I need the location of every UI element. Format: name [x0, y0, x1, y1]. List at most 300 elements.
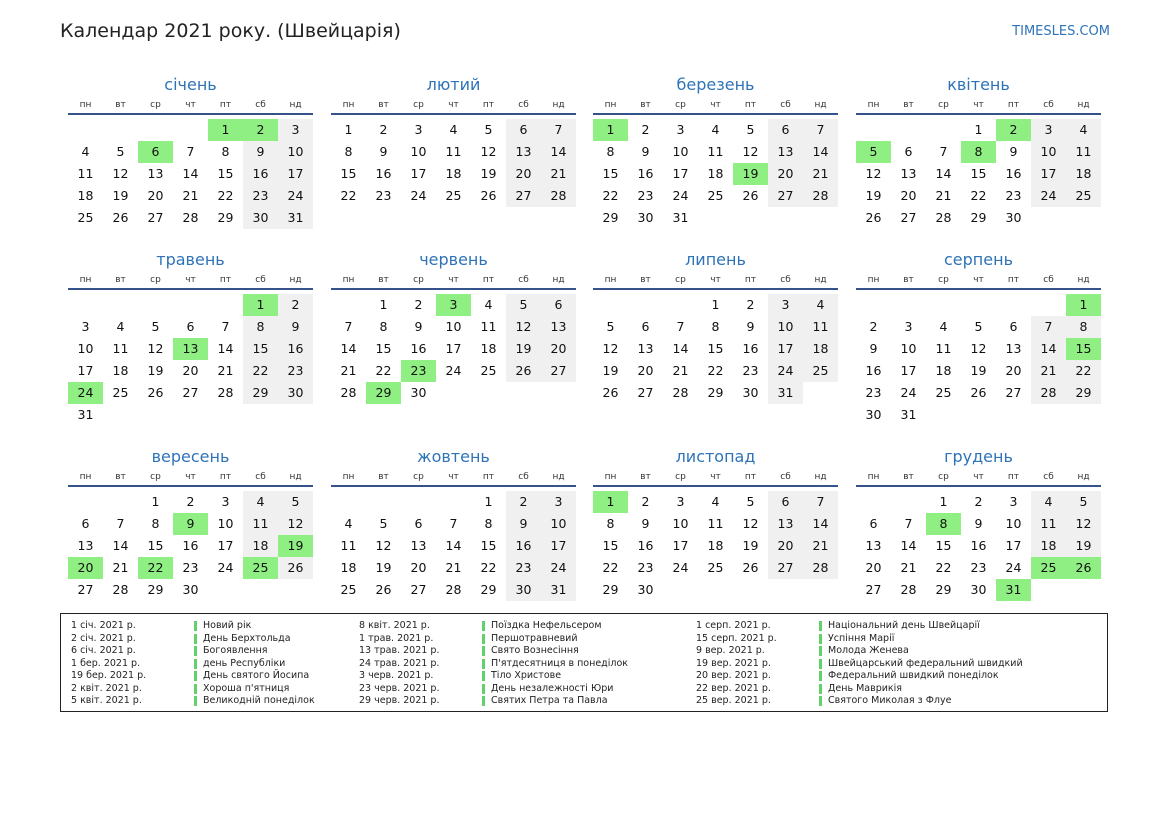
day-cell[interactable]: 12	[278, 513, 313, 535]
day-cell[interactable]: 31	[672, 210, 689, 225]
day-cell[interactable]: 21	[803, 163, 838, 185]
day-cell[interactable]: 26	[147, 385, 164, 400]
day-cell[interactable]: 19	[1066, 535, 1101, 557]
day-cell[interactable]: 17	[410, 166, 427, 181]
day-cell[interactable]: 18	[707, 166, 724, 181]
day-cell[interactable]: 4	[81, 144, 90, 159]
day-cell[interactable]: 6	[186, 319, 195, 334]
day-cell[interactable]: 10	[900, 341, 917, 356]
day-cell[interactable]: 16	[1005, 166, 1022, 181]
day-cell[interactable]: 14	[182, 166, 199, 181]
day-cell[interactable]: 18	[112, 363, 129, 378]
day-cell[interactable]: 15	[707, 341, 724, 356]
day-cell[interactable]: 2	[641, 494, 650, 509]
day-cell[interactable]: 16	[278, 338, 313, 360]
day-cell[interactable]: 2	[243, 119, 278, 141]
day-cell[interactable]: 10	[77, 341, 94, 356]
day-cell[interactable]: 15	[602, 166, 619, 181]
day-cell[interactable]: 24	[1005, 560, 1022, 575]
day-cell[interactable]: 5	[278, 491, 313, 513]
day-cell[interactable]: 23	[182, 560, 199, 575]
day-cell[interactable]: 20	[410, 560, 427, 575]
day-cell[interactable]: 1	[974, 122, 983, 137]
day-cell[interactable]: 9	[641, 144, 650, 159]
day-cell[interactable]: 16	[637, 538, 654, 553]
day-cell[interactable]: 25	[1066, 185, 1101, 207]
day-cell[interactable]: 30	[865, 407, 882, 422]
day-cell[interactable]: 30	[506, 579, 541, 601]
day-cell[interactable]: 4	[1031, 491, 1066, 513]
day-cell[interactable]: 13	[173, 338, 208, 360]
day-cell[interactable]: 17	[541, 535, 576, 557]
day-cell[interactable]: 12	[970, 341, 987, 356]
day-cell[interactable]: 7	[1031, 316, 1066, 338]
day-cell[interactable]: 20	[768, 163, 803, 185]
day-cell[interactable]: 18	[803, 338, 838, 360]
day-cell[interactable]: 17	[768, 338, 803, 360]
day-cell[interactable]: 23	[278, 360, 313, 382]
day-cell[interactable]: 28	[340, 385, 357, 400]
day-cell[interactable]: 2	[869, 319, 878, 334]
day-cell[interactable]: 19	[480, 166, 497, 181]
day-cell[interactable]: 30	[742, 385, 759, 400]
day-cell[interactable]: 25	[803, 360, 838, 382]
day-cell[interactable]: 14	[803, 513, 838, 535]
day-cell[interactable]: 16	[865, 363, 882, 378]
day-cell[interactable]: 12	[1066, 513, 1101, 535]
day-cell[interactable]: 14	[340, 341, 357, 356]
day-cell[interactable]: 24	[672, 560, 689, 575]
day-cell[interactable]: 10	[672, 516, 689, 531]
day-cell[interactable]: 14	[541, 141, 576, 163]
day-cell[interactable]: 5	[379, 516, 388, 531]
day-cell[interactable]: 21	[672, 363, 689, 378]
day-cell[interactable]: 29	[147, 582, 164, 597]
day-cell[interactable]: 2	[186, 494, 195, 509]
day-cell[interactable]: 27	[865, 582, 882, 597]
day-cell[interactable]: 2	[641, 122, 650, 137]
day-cell[interactable]: 15	[1066, 338, 1101, 360]
day-cell[interactable]: 22	[970, 188, 987, 203]
day-cell[interactable]: 9	[641, 516, 650, 531]
day-cell[interactable]: 21	[445, 560, 462, 575]
day-cell[interactable]: 1	[208, 119, 243, 141]
day-cell[interactable]: 31	[768, 382, 803, 404]
day-cell[interactable]: 12	[865, 166, 882, 181]
day-cell[interactable]: 11	[340, 538, 357, 553]
day-cell[interactable]: 8	[344, 144, 353, 159]
day-cell[interactable]: 19	[742, 538, 759, 553]
day-cell[interactable]: 27	[1005, 385, 1022, 400]
day-cell[interactable]: 18	[1031, 535, 1066, 557]
day-cell[interactable]: 12	[147, 341, 164, 356]
day-cell[interactable]: 27	[506, 185, 541, 207]
day-cell[interactable]: 25	[480, 363, 497, 378]
day-cell[interactable]: 10	[1031, 141, 1066, 163]
day-cell[interactable]: 13	[768, 141, 803, 163]
day-cell[interactable]: 30	[637, 582, 654, 597]
day-cell[interactable]: 29	[707, 385, 724, 400]
day-cell[interactable]: 23	[637, 188, 654, 203]
day-cell[interactable]: 8	[243, 316, 278, 338]
day-cell[interactable]: 16	[243, 163, 278, 185]
day-cell[interactable]: 7	[449, 516, 458, 531]
day-cell[interactable]: 16	[637, 166, 654, 181]
day-cell[interactable]: 11	[707, 144, 724, 159]
day-cell[interactable]: 28	[672, 385, 689, 400]
day-cell[interactable]: 12	[742, 516, 759, 531]
day-cell[interactable]: 14	[803, 141, 838, 163]
day-cell[interactable]: 23	[1005, 188, 1022, 203]
day-cell[interactable]: 19	[970, 363, 987, 378]
day-cell[interactable]: 11	[112, 341, 129, 356]
day-cell[interactable]: 10	[278, 141, 313, 163]
day-cell[interactable]: 28	[803, 185, 838, 207]
day-cell[interactable]: 31	[77, 407, 94, 422]
day-cell[interactable]: 18	[935, 363, 952, 378]
day-cell[interactable]: 9	[746, 319, 755, 334]
day-cell[interactable]: 25	[707, 560, 724, 575]
day-cell[interactable]: 3	[278, 119, 313, 141]
day-cell[interactable]: 19	[147, 363, 164, 378]
day-cell[interactable]: 11	[935, 341, 952, 356]
day-cell[interactable]: 20	[865, 560, 882, 575]
day-cell[interactable]: 26	[742, 560, 759, 575]
day-cell[interactable]: 7	[803, 491, 838, 513]
day-cell[interactable]: 9	[278, 316, 313, 338]
day-cell[interactable]: 28	[1031, 382, 1066, 404]
day-cell[interactable]: 22	[602, 188, 619, 203]
day-cell[interactable]: 16	[742, 341, 759, 356]
day-cell[interactable]: 16	[506, 535, 541, 557]
day-cell[interactable]: 14	[900, 538, 917, 553]
day-cell[interactable]: 6	[414, 516, 423, 531]
day-cell[interactable]: 21	[900, 560, 917, 575]
day-cell[interactable]: 13	[77, 538, 94, 553]
day-cell[interactable]: 11	[1031, 513, 1066, 535]
day-cell[interactable]: 4	[711, 122, 720, 137]
day-cell[interactable]: 1	[1066, 294, 1101, 316]
day-cell[interactable]: 5	[151, 319, 160, 334]
day-cell[interactable]: 2	[414, 297, 423, 312]
day-cell[interactable]: 26	[1066, 557, 1101, 579]
day-cell[interactable]: 2	[506, 491, 541, 513]
day-cell[interactable]: 6	[768, 119, 803, 141]
day-cell[interactable]: 8	[151, 516, 160, 531]
day-cell[interactable]: 22	[602, 560, 619, 575]
day-cell[interactable]: 21	[217, 363, 234, 378]
day-cell[interactable]: 27	[77, 582, 94, 597]
day-cell[interactable]: 22	[138, 557, 173, 579]
day-cell[interactable]: 21	[541, 163, 576, 185]
day-cell[interactable]: 12	[742, 144, 759, 159]
day-cell[interactable]: 3	[414, 122, 423, 137]
day-cell[interactable]: 14	[935, 166, 952, 181]
day-cell[interactable]: 5	[484, 122, 493, 137]
day-cell[interactable]: 5	[1066, 491, 1101, 513]
day-cell[interactable]: 8	[926, 513, 961, 535]
day-cell[interactable]: 13	[637, 341, 654, 356]
day-cell[interactable]: 7	[939, 144, 948, 159]
day-cell[interactable]: 21	[935, 188, 952, 203]
day-cell[interactable]: 23	[401, 360, 436, 382]
day-cell[interactable]: 1	[379, 297, 388, 312]
day-cell[interactable]: 4	[344, 516, 353, 531]
day-cell[interactable]: 10	[672, 144, 689, 159]
day-cell[interactable]: 31	[541, 579, 576, 601]
day-cell[interactable]: 28	[112, 582, 129, 597]
day-cell[interactable]: 11	[480, 319, 497, 334]
day-cell[interactable]: 17	[445, 341, 462, 356]
day-cell[interactable]: 1	[344, 122, 353, 137]
day-cell[interactable]: 22	[243, 360, 278, 382]
day-cell[interactable]: 5	[746, 494, 755, 509]
day-cell[interactable]: 21	[182, 188, 199, 203]
day-cell[interactable]: 6	[138, 141, 173, 163]
day-cell[interactable]: 20	[1005, 363, 1022, 378]
day-cell[interactable]: 24	[217, 560, 234, 575]
day-cell[interactable]: 20	[147, 188, 164, 203]
day-cell[interactable]: 3	[221, 494, 230, 509]
day-cell[interactable]: 7	[541, 119, 576, 141]
day-cell[interactable]: 25	[935, 385, 952, 400]
day-cell[interactable]: 23	[506, 557, 541, 579]
day-cell[interactable]: 20	[637, 363, 654, 378]
day-cell[interactable]: 29	[480, 582, 497, 597]
day-cell[interactable]: 18	[707, 538, 724, 553]
day-cell[interactable]: 25	[112, 385, 129, 400]
day-cell[interactable]: 21	[112, 560, 129, 575]
day-cell[interactable]: 15	[217, 166, 234, 181]
day-cell[interactable]: 27	[147, 210, 164, 225]
day-cell[interactable]: 8	[711, 319, 720, 334]
day-cell[interactable]: 9	[173, 513, 208, 535]
day-cell[interactable]: 7	[186, 144, 195, 159]
day-cell[interactable]: 6	[904, 144, 913, 159]
day-cell[interactable]: 6	[506, 119, 541, 141]
day-cell[interactable]: 5	[116, 144, 125, 159]
day-cell[interactable]: 18	[1066, 163, 1101, 185]
day-cell[interactable]: 29	[1066, 382, 1101, 404]
day-cell[interactable]: 19	[865, 188, 882, 203]
day-cell[interactable]: 21	[803, 535, 838, 557]
day-cell[interactable]: 11	[445, 144, 462, 159]
day-cell[interactable]: 15	[340, 166, 357, 181]
day-cell[interactable]: 2	[278, 294, 313, 316]
day-cell[interactable]: 27	[900, 210, 917, 225]
day-cell[interactable]: 24	[410, 188, 427, 203]
day-cell[interactable]: 23	[742, 363, 759, 378]
day-cell[interactable]: 18	[480, 341, 497, 356]
day-cell[interactable]: 8	[961, 141, 996, 163]
day-cell[interactable]: 15	[602, 538, 619, 553]
day-cell[interactable]: 25	[1031, 557, 1066, 579]
day-cell[interactable]: 28	[900, 582, 917, 597]
day-cell[interactable]: 10	[217, 516, 234, 531]
day-cell[interactable]: 25	[340, 582, 357, 597]
day-cell[interactable]: 28	[803, 557, 838, 579]
day-cell[interactable]: 1	[243, 294, 278, 316]
day-cell[interactable]: 24	[1031, 185, 1066, 207]
day-cell[interactable]: 15	[970, 166, 987, 181]
day-cell[interactable]: 22	[480, 560, 497, 575]
day-cell[interactable]: 7	[904, 516, 913, 531]
day-cell[interactable]: 29	[970, 210, 987, 225]
day-cell[interactable]: 16	[375, 166, 392, 181]
day-cell[interactable]: 30	[970, 582, 987, 597]
day-cell[interactable]: 1	[593, 119, 628, 141]
day-cell[interactable]: 6	[869, 516, 878, 531]
day-cell[interactable]: 22	[935, 560, 952, 575]
day-cell[interactable]: 13	[900, 166, 917, 181]
day-cell[interactable]: 23	[970, 560, 987, 575]
day-cell[interactable]: 3	[768, 294, 803, 316]
day-cell[interactable]: 30	[637, 210, 654, 225]
day-cell[interactable]: 20	[506, 163, 541, 185]
day-cell[interactable]: 5	[746, 122, 755, 137]
day-cell[interactable]: 17	[278, 163, 313, 185]
day-cell[interactable]: 30	[243, 207, 278, 229]
day-cell[interactable]: 11	[1066, 141, 1101, 163]
day-cell[interactable]: 29	[602, 210, 619, 225]
day-cell[interactable]: 4	[803, 294, 838, 316]
day-cell[interactable]: 27	[541, 360, 576, 382]
day-cell[interactable]: 4	[1066, 119, 1101, 141]
day-cell[interactable]: 30	[1005, 210, 1022, 225]
day-cell[interactable]: 1	[939, 494, 948, 509]
day-cell[interactable]: 18	[243, 535, 278, 557]
day-cell[interactable]: 14	[1031, 338, 1066, 360]
day-cell[interactable]: 19	[375, 560, 392, 575]
day-cell[interactable]: 31	[278, 207, 313, 229]
day-cell[interactable]: 24	[278, 185, 313, 207]
day-cell[interactable]: 13	[865, 538, 882, 553]
day-cell[interactable]: 31	[900, 407, 917, 422]
day-cell[interactable]: 1	[711, 297, 720, 312]
day-cell[interactable]: 29	[366, 382, 401, 404]
day-cell[interactable]: 15	[935, 538, 952, 553]
day-cell[interactable]: 26	[602, 385, 619, 400]
day-cell[interactable]: 3	[436, 294, 471, 316]
day-cell[interactable]: 17	[672, 538, 689, 553]
day-cell[interactable]: 3	[676, 494, 685, 509]
day-cell[interactable]: 2	[746, 297, 755, 312]
day-cell[interactable]: 23	[637, 560, 654, 575]
day-cell[interactable]: 4	[711, 494, 720, 509]
day-cell[interactable]: 3	[1009, 494, 1018, 509]
day-cell[interactable]: 25	[445, 188, 462, 203]
day-cell[interactable]: 1	[593, 491, 628, 513]
day-cell[interactable]: 13	[147, 166, 164, 181]
day-cell[interactable]: 11	[707, 516, 724, 531]
day-cell[interactable]: 26	[970, 385, 987, 400]
day-cell[interactable]: 19	[506, 338, 541, 360]
day-cell[interactable]: 26	[112, 210, 129, 225]
day-cell[interactable]: 8	[1066, 316, 1101, 338]
day-cell[interactable]: 28	[182, 210, 199, 225]
day-cell[interactable]: 14	[445, 538, 462, 553]
day-cell[interactable]: 3	[1031, 119, 1066, 141]
day-cell[interactable]: 20	[900, 188, 917, 203]
day-cell[interactable]: 14	[672, 341, 689, 356]
day-cell[interactable]: 7	[116, 516, 125, 531]
day-cell[interactable]: 28	[217, 385, 234, 400]
day-cell[interactable]: 18	[340, 560, 357, 575]
day-cell[interactable]: 25	[243, 557, 278, 579]
day-cell[interactable]: 7	[803, 119, 838, 141]
day-cell[interactable]: 9	[506, 513, 541, 535]
day-cell[interactable]: 15	[147, 538, 164, 553]
day-cell[interactable]: 5	[856, 141, 891, 163]
day-cell[interactable]: 26	[278, 557, 313, 579]
day-cell[interactable]: 17	[672, 166, 689, 181]
day-cell[interactable]: 15	[243, 338, 278, 360]
day-cell[interactable]: 14	[217, 341, 234, 356]
day-cell[interactable]: 5	[606, 319, 615, 334]
day-cell[interactable]: 24	[900, 385, 917, 400]
day-cell[interactable]: 25	[77, 210, 94, 225]
day-cell[interactable]: 5	[974, 319, 983, 334]
day-cell[interactable]: 22	[217, 188, 234, 203]
day-cell[interactable]: 20	[182, 363, 199, 378]
day-cell[interactable]: 11	[77, 166, 94, 181]
day-cell[interactable]: 28	[935, 210, 952, 225]
day-cell[interactable]: 17	[217, 538, 234, 553]
day-cell[interactable]: 26	[865, 210, 882, 225]
day-cell[interactable]: 20	[768, 535, 803, 557]
day-cell[interactable]: 1	[484, 494, 493, 509]
day-cell[interactable]: 29	[935, 582, 952, 597]
day-cell[interactable]: 2	[974, 494, 983, 509]
day-cell[interactable]: 26	[480, 188, 497, 203]
day-cell[interactable]: 10	[410, 144, 427, 159]
day-cell[interactable]: 30	[410, 385, 427, 400]
day-cell[interactable]: 27	[410, 582, 427, 597]
day-cell[interactable]: 13	[768, 513, 803, 535]
day-cell[interactable]: 19	[733, 163, 768, 185]
day-cell[interactable]: 6	[81, 516, 90, 531]
day-cell[interactable]: 3	[81, 319, 90, 334]
day-cell[interactable]: 12	[375, 538, 392, 553]
day-cell[interactable]: 19	[112, 188, 129, 203]
day-cell[interactable]: 17	[1031, 163, 1066, 185]
day-cell[interactable]: 6	[768, 491, 803, 513]
day-cell[interactable]: 12	[506, 316, 541, 338]
day-cell[interactable]: 13	[541, 316, 576, 338]
day-cell[interactable]: 9	[869, 341, 878, 356]
day-cell[interactable]: 1	[151, 494, 160, 509]
day-cell[interactable]: 11	[243, 513, 278, 535]
day-cell[interactable]: 16	[182, 538, 199, 553]
day-cell[interactable]: 18	[445, 166, 462, 181]
day-cell[interactable]: 27	[182, 385, 199, 400]
day-cell[interactable]: 3	[541, 491, 576, 513]
day-cell[interactable]: 22	[375, 363, 392, 378]
day-cell[interactable]: 27	[637, 385, 654, 400]
day-cell[interactable]: 4	[243, 491, 278, 513]
day-cell[interactable]: 19	[602, 363, 619, 378]
day-cell[interactable]: 13	[410, 538, 427, 553]
day-cell[interactable]: 17	[900, 363, 917, 378]
day-cell[interactable]: 10	[445, 319, 462, 334]
day-cell[interactable]: 23	[375, 188, 392, 203]
day-cell[interactable]: 24	[445, 363, 462, 378]
day-cell[interactable]: 29	[243, 382, 278, 404]
site-link[interactable]: TIMESLES.COM	[1012, 24, 1110, 39]
day-cell[interactable]: 23	[865, 385, 882, 400]
day-cell[interactable]: 22	[707, 363, 724, 378]
day-cell[interactable]: 4	[484, 297, 493, 312]
